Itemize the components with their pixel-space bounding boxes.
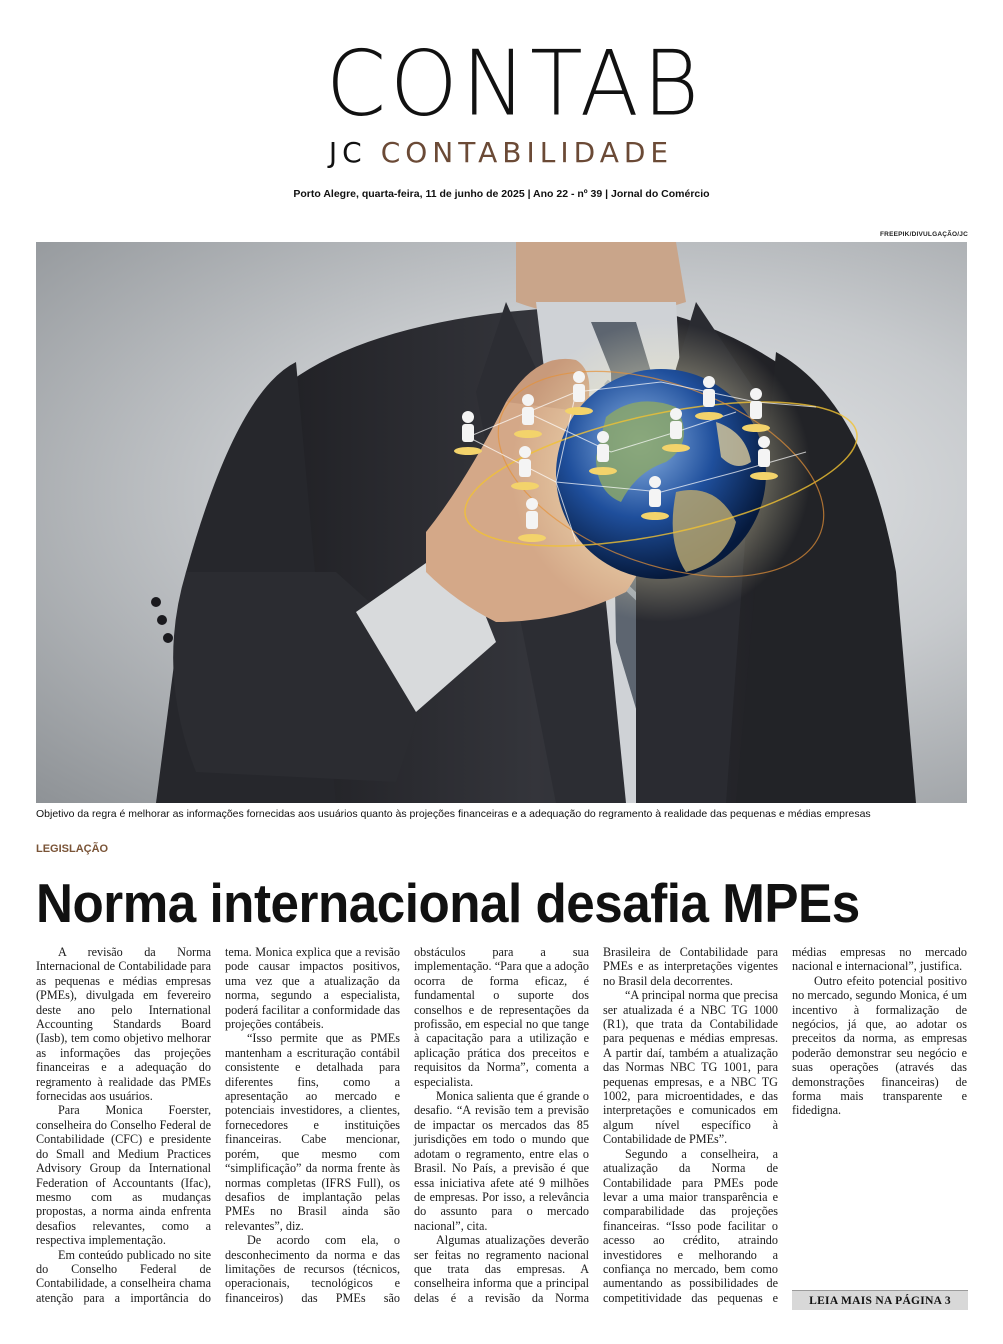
article-paragraph: Para Monica Foerster, conselheira do Conselho Federal de Contabilidade (CFC) e presidente do Small and Medium Practices Advisory Group da International Federation of Accountants (Ifac), mesmo com as mudanças propostas, a norma ainda enfrenta desafios relevantes, como a respectiva implementação. [36,1103,211,1248]
masthead-logo: CONTAB [326,31,704,137]
masthead-subtitle [326,136,676,170]
article-paragraph: Outro efeito potencial positivo no mercado, segundo Monica, é um incentivo à formalização de negócios, já que, ao adotar os preceitos da norma, as empresas poderão demonstrar seu negócio e suas operações (através das demonstrações financeiras) de forma mais transparente e fidedigna. [792,973,967,1118]
photo-caption: Objetivo da regra é melhorar as informações fornecidas aos usuários quanto às projeções financeiras e a adequação do regramento à realidade das pequenas e médias empresas [36,808,871,820]
dateline: Porto Alegre, quarta-feira, 11 de junho de 2025 | Ano 22 - nº 39 | Jornal do Comércio [293,188,710,200]
headline: Norma internacional desafia MPEs [36,872,860,934]
section-name: CONTABILIDADE [380,136,674,169]
article-paragraph: A revisão da Norma Internacional de Contabilidade para as pequenas e médias empresas (PMEs), divulgada em fevereiro deste ano pelo International Accounting Standards Board (Iasb), tem como objetivo melhorar as informações das projeções financeiras e a adequação do regramento à realidade das PMEs fornecidas aos usuários. [36,945,211,1104]
article-paragraph: Algumas atualizações deverão ser feitas no regramento nacional que trata das empresas. A conselheira informa que a principal delas é a revisão da Norma Brasileira de Contabilidade para PMEs e as interpretações vigentes no Brasil dela decorrentes. [414,945,778,1305]
article-paragraph: Segundo a conselheira, a atualização da Norma de Contabilidade para PMEs pode levar a uma maior transparência e comparabilidade das projeções financeiras. “Isso pode facilitar o acesso ao crédito, atraindo investidores e melhorando a confiança no mercado, bem como aumentando as possibilidades de competitividade das pequenas e médias empresas no mercado nacional e internacional”, justifica. [603,945,967,1305]
article-paragraph: De acordo com ela, o desconhecimento da norma e das limitações de recursos (técnicos, operacionais, tecnológicos e financeiros) das PMEs são obstáculos para a sua implementação. “Para que a adoção ocorra de forma eficaz, é fundamental o suporte dos conselhos e de representações da profissão, em especial no que tange à capacitação para a utilização e aplicação prática dos preceitos e requisitos da Norma”, comenta a especialista. [225,945,589,1305]
jc-label: JC [328,136,367,169]
section-tag: LEGISLAÇÃO [36,843,109,855]
article-paragraph: “Isso permite que as PMEs mantenham a escrituração contábil consistente e detalhada para diferentes fins, como a apresentação ao mercado e potenciais investidores, a clientes, fornecedores e instituições financeiras. Cabe mencionar, porém, que mesmo com “simplificação” da norma frente às normas completas (IFRS Full), os desafios de implantação pelas PMEs no Brasil ainda são relevantes”, diz. [225,1031,400,1233]
article-paragraph: “A principal norma que precisa ser atualizada é a NBC TG 1000 (R1), que trata da Contabilidade para pequenas e médias empresas. A partir daí, também a atualização das Normas NBC TG 1001, para pequenas empresas, e a NBC TG 1002, para microentidades, e das interpretações e comunicados em algum nível específico à Contabilidade de PMEs”. [603,988,778,1147]
article-paragraph: Em conteúdo publicado no site do Conselho Federal de Contabilidade, a conselheira chama atenção para a importância do tema. Monica explica que a revisão pode causar impactos positivos, uma vez que a atualização da norma, segundo a especialista, poderá facilitar a conformidade das projeções contábeis. [36,945,400,1305]
article-body [36,945,967,1315]
businessman-globe-illustration [36,242,967,803]
read-more-link[interactable]: LEIA MAIS NA PÁGINA 3 [792,1290,968,1310]
photo-credit: FREEPIK/DIVULGAÇÃO/JC [880,231,968,238]
lead-photo [36,242,967,803]
article-paragraph: Monica salienta que é grande o desafio. “A revisão tem a previsão de impactar os mercados das 85 jurisdições em todo o mundo que adotam o regramento, entre elas o Brasil. No País, a previsão é que essa iniciativa afete até 9 milhões de empresas. Por isso, a relevância do assunto para o mercado nacional”, cita. [414,1089,589,1233]
